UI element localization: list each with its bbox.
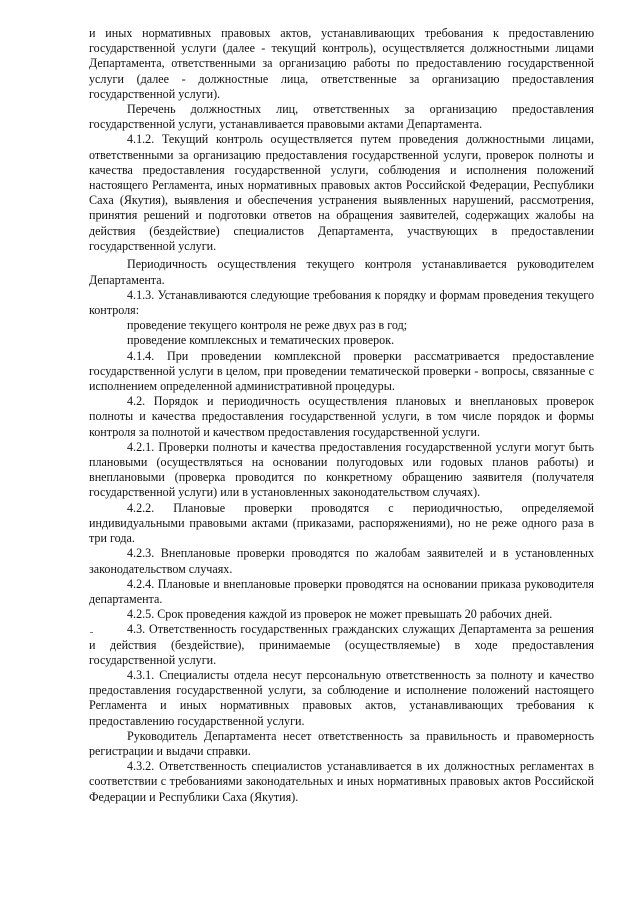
paragraph-2: Перечень должностных лиц, ответственных за организацию предоставления государственной услуги, устанавливается правовыми актами Департамента. [89,102,594,132]
paragraph-9: 4.2. Порядок и периодичность осуществления плановых и внеплановых проверок полноты и качества предоставления государственной услуги, в том числе порядок и формы контроля за полнотой и качеством предоставления государственной услуги. [89,394,594,439]
paragraph-16: 4.3.1. Специалисты отдела несут персональную ответственность за полноту и качество предоставления государственной услуги, за соблюдение и исполнение положений настоящего Регламента и иных нормативных правовых актов, устанавливающих требования к предоставлению государственной услуги. [89,667,594,728]
scan-mark [90,632,93,633]
document-page [89,26,594,805]
paragraph-10: 4.2.1. Проверки полноты и качества предоставления государственной услуги могут быть плановыми (осуществляться на основании полугодовых или годовых планов работы) и внеплановыми (проверка проводится по конкретному обращению заявителя (получателя государственной услуги) или в установленных законодательством случаях). [89,439,594,500]
paragraph-17: Руководитель Департамента несет ответственность за правильность и правомерность регистрации и выдачи справки. [89,728,594,758]
paragraph-18: 4.3.2. Ответственность специалистов устанавливается в их должностных регламентах в соответствии с требованиями законодательных и иных нормативных правовых актов Российской Федерации и Республики Саха (Якутия). [89,759,594,804]
paragraph-6: проведение текущего контроля не реже двух раз в год; [127,318,408,333]
paragraph-8: 4.1.4. При проведении комплексной проверки рассматривается предоставление государственной услуги в целом, при проведении тематической проверки - вопросы, связанные с исполнением определенной административной процедуры. [89,348,594,394]
paragraph-5: 4.1.3. Устанавливаются следующие требования к порядку и формам проведения текущего контроля: [89,287,594,318]
paragraph-4: Периодичность осуществления текущего контроля устанавливается руководителем Департамента. [89,257,594,287]
paragraph-13: 4.2.4. Плановые и внеплановые проверки проводятся на основании приказа руководителя департамента. [89,576,594,606]
paragraph-1: и иных нормативных правовых актов, устанавливающих требования к предоставлению государственной услуги (далее - текущий контроль), осуществляется должностными лицами Департамента, ответственными за организацию работы по предоставлению государственной услуги (далее - должностные лица, ответственные за организацию предоставления государственной услуги). [89,26,594,101]
paragraph-15: 4.3. Ответственность государственных гражданских служащих Департамента за решения и действия (бездействие), принимаемые (осуществляемые) в ходе предоставления государственной услуги. [89,622,594,667]
paragraph-12: 4.2.3. Внеплановые проверки проводятся по жалобам заявителей и в установленных законодательством случаях. [89,546,594,576]
paragraph-7: проведение комплексных и тематических проверок. [127,333,395,348]
paragraph-11: 4.2.2. Плановые проверки проводятся с периодичностью, определяемой индивидуальными правовыми актами (приказами, распоряжениями), но не реже одного раза в три года. [89,500,594,546]
paragraph-14: 4.2.5. Срок проведения каждой из проверок не может превышать 20 рабочих дней. [127,607,553,622]
paragraph-3: 4.1.2. Текущий контроль осуществляется путем проведения должностными лицами, ответственными за организацию предоставления государственной услуги, проверок полноты и качества предоставления государственной услуги, соблюдения и исполнения положений настоящего Регламента, иных нормативных правовых актов Российской Федерации, Республики Саха (Якутия), выявления и обеспечения устранения выявленных нарушений, рассмотрения, принятия решений и подготовки ответов на обращения заявителей, содержащих жалобы на действия (бездействие) специалистов Департамента, участвующих в предоставлении государственной услуги. [89,132,594,253]
